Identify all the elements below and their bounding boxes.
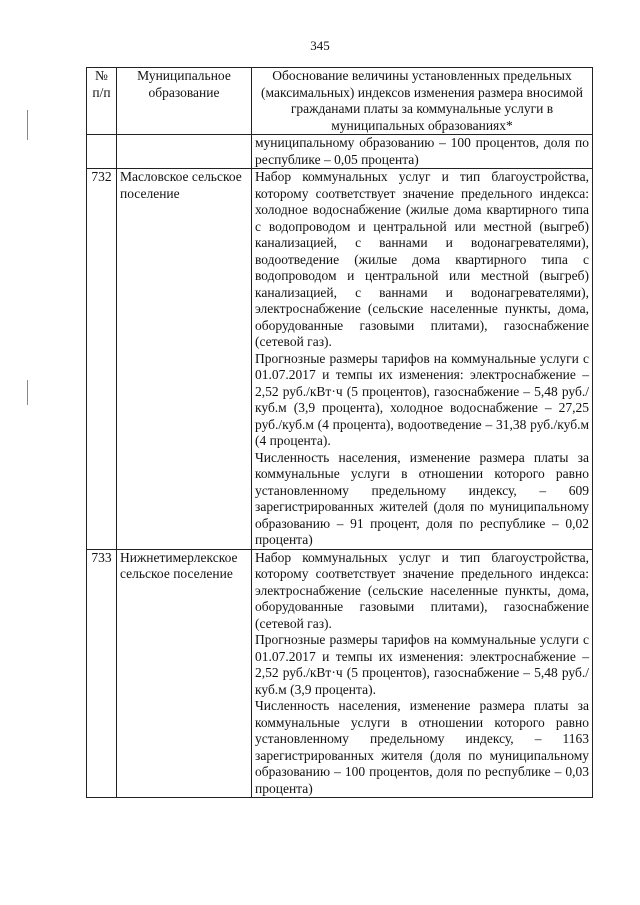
table-row bbox=[87, 169, 593, 550]
header-justification: Обоснование величины установленных предельных (максимальных) индексов изменения размера вносимой гражданами платы за коммунальные услуги в муниципальных образованиях* bbox=[252, 68, 593, 135]
continuation-text: муниципальному образованию – 100 процентов, доля по республике – 0,05 процента) bbox=[255, 135, 589, 167]
table-header-row bbox=[87, 68, 593, 135]
justification-cell bbox=[252, 549, 593, 798]
paragraph-services: Набор коммунальных услуг и тип благоустройства, которому соответствует значение предельного индекса: холодное водоснабжение (жилые дома квартирного типа с водопроводом и центральной или местной (выгреб) канализацией, с ваннами и водонагревателями), водоотведение (жилые дома квартирного типа с водопроводом и центральной или местной (выгреб) канализацией, с ваннами и водонагревателями), электроснабжение (сельские населенные пункты, дома, оборудованные газовыми плитами), газоснабжение (сетевой газ). bbox=[255, 169, 589, 349]
paragraph-population: Численность населения, изменение размера платы за коммунальные услуги в отношении которого равно установленному предельному индексу, – 1163 зарегистрированных жителя (доля по муниципальному образованию – 100 процентов, доля по республике – 0,03 процента) bbox=[255, 698, 589, 796]
paragraph-services: Набор коммунальных услуг и тип благоустройства, которому соответствует значение предельного индекса: электроснабжение (сельские населенные пункты, дома, оборудованные газовыми плитами), газоснабжение (сетевой газ). bbox=[255, 549, 589, 631]
paragraph-tariffs: Прогнозные размеры тарифов на коммунальные услуги с 01.07.2017 и темпы их изменения: электроснабжение – 2,52 руб./кВт·ч (5 процентов), газоснабжение – 5,48 руб./куб.м (3,9 процента), холодное водоснабжение – 27,25 руб./куб.м (4 процента), водоотведение – 31,38 руб./куб.м (4 процента). bbox=[255, 350, 589, 448]
header-municipality: Муниципальное образование bbox=[117, 68, 252, 135]
cell-num bbox=[87, 135, 117, 169]
row-number: 732 bbox=[87, 169, 117, 550]
cell-desc bbox=[252, 135, 593, 169]
paragraph-tariffs: Прогнозные размеры тарифов на коммунальные услуги с 01.07.2017 и темпы их изменения: электроснабжение – 2,52 руб./кВт·ч (5 процентов), газоснабжение – 5,48 руб./куб.м (3,9 процента). bbox=[255, 632, 589, 697]
tariff-index-table bbox=[86, 67, 593, 798]
margin-mark bbox=[27, 380, 28, 405]
municipality-name: Нижнетимерлекское сельское поселение bbox=[117, 549, 252, 798]
table-row-continuation bbox=[87, 135, 593, 169]
row-number: 733 bbox=[87, 549, 117, 798]
municipality-name: Масловское сельское поселение bbox=[117, 169, 252, 550]
paragraph-population: Численность населения, изменение размера платы за коммунальные услуги в отношении которого равно установленному предельному индексу, – 609 зарегистрированных жителей (доля по муниципальному образованию – 91 процент, доля по республике – 0,02 процента) bbox=[255, 449, 589, 547]
page-number: 345 bbox=[310, 38, 330, 53]
justification-cell bbox=[252, 169, 593, 550]
table-row bbox=[87, 549, 593, 798]
margin-mark bbox=[27, 110, 28, 140]
header-num: № п/п bbox=[87, 68, 117, 135]
cell-name bbox=[117, 135, 252, 169]
